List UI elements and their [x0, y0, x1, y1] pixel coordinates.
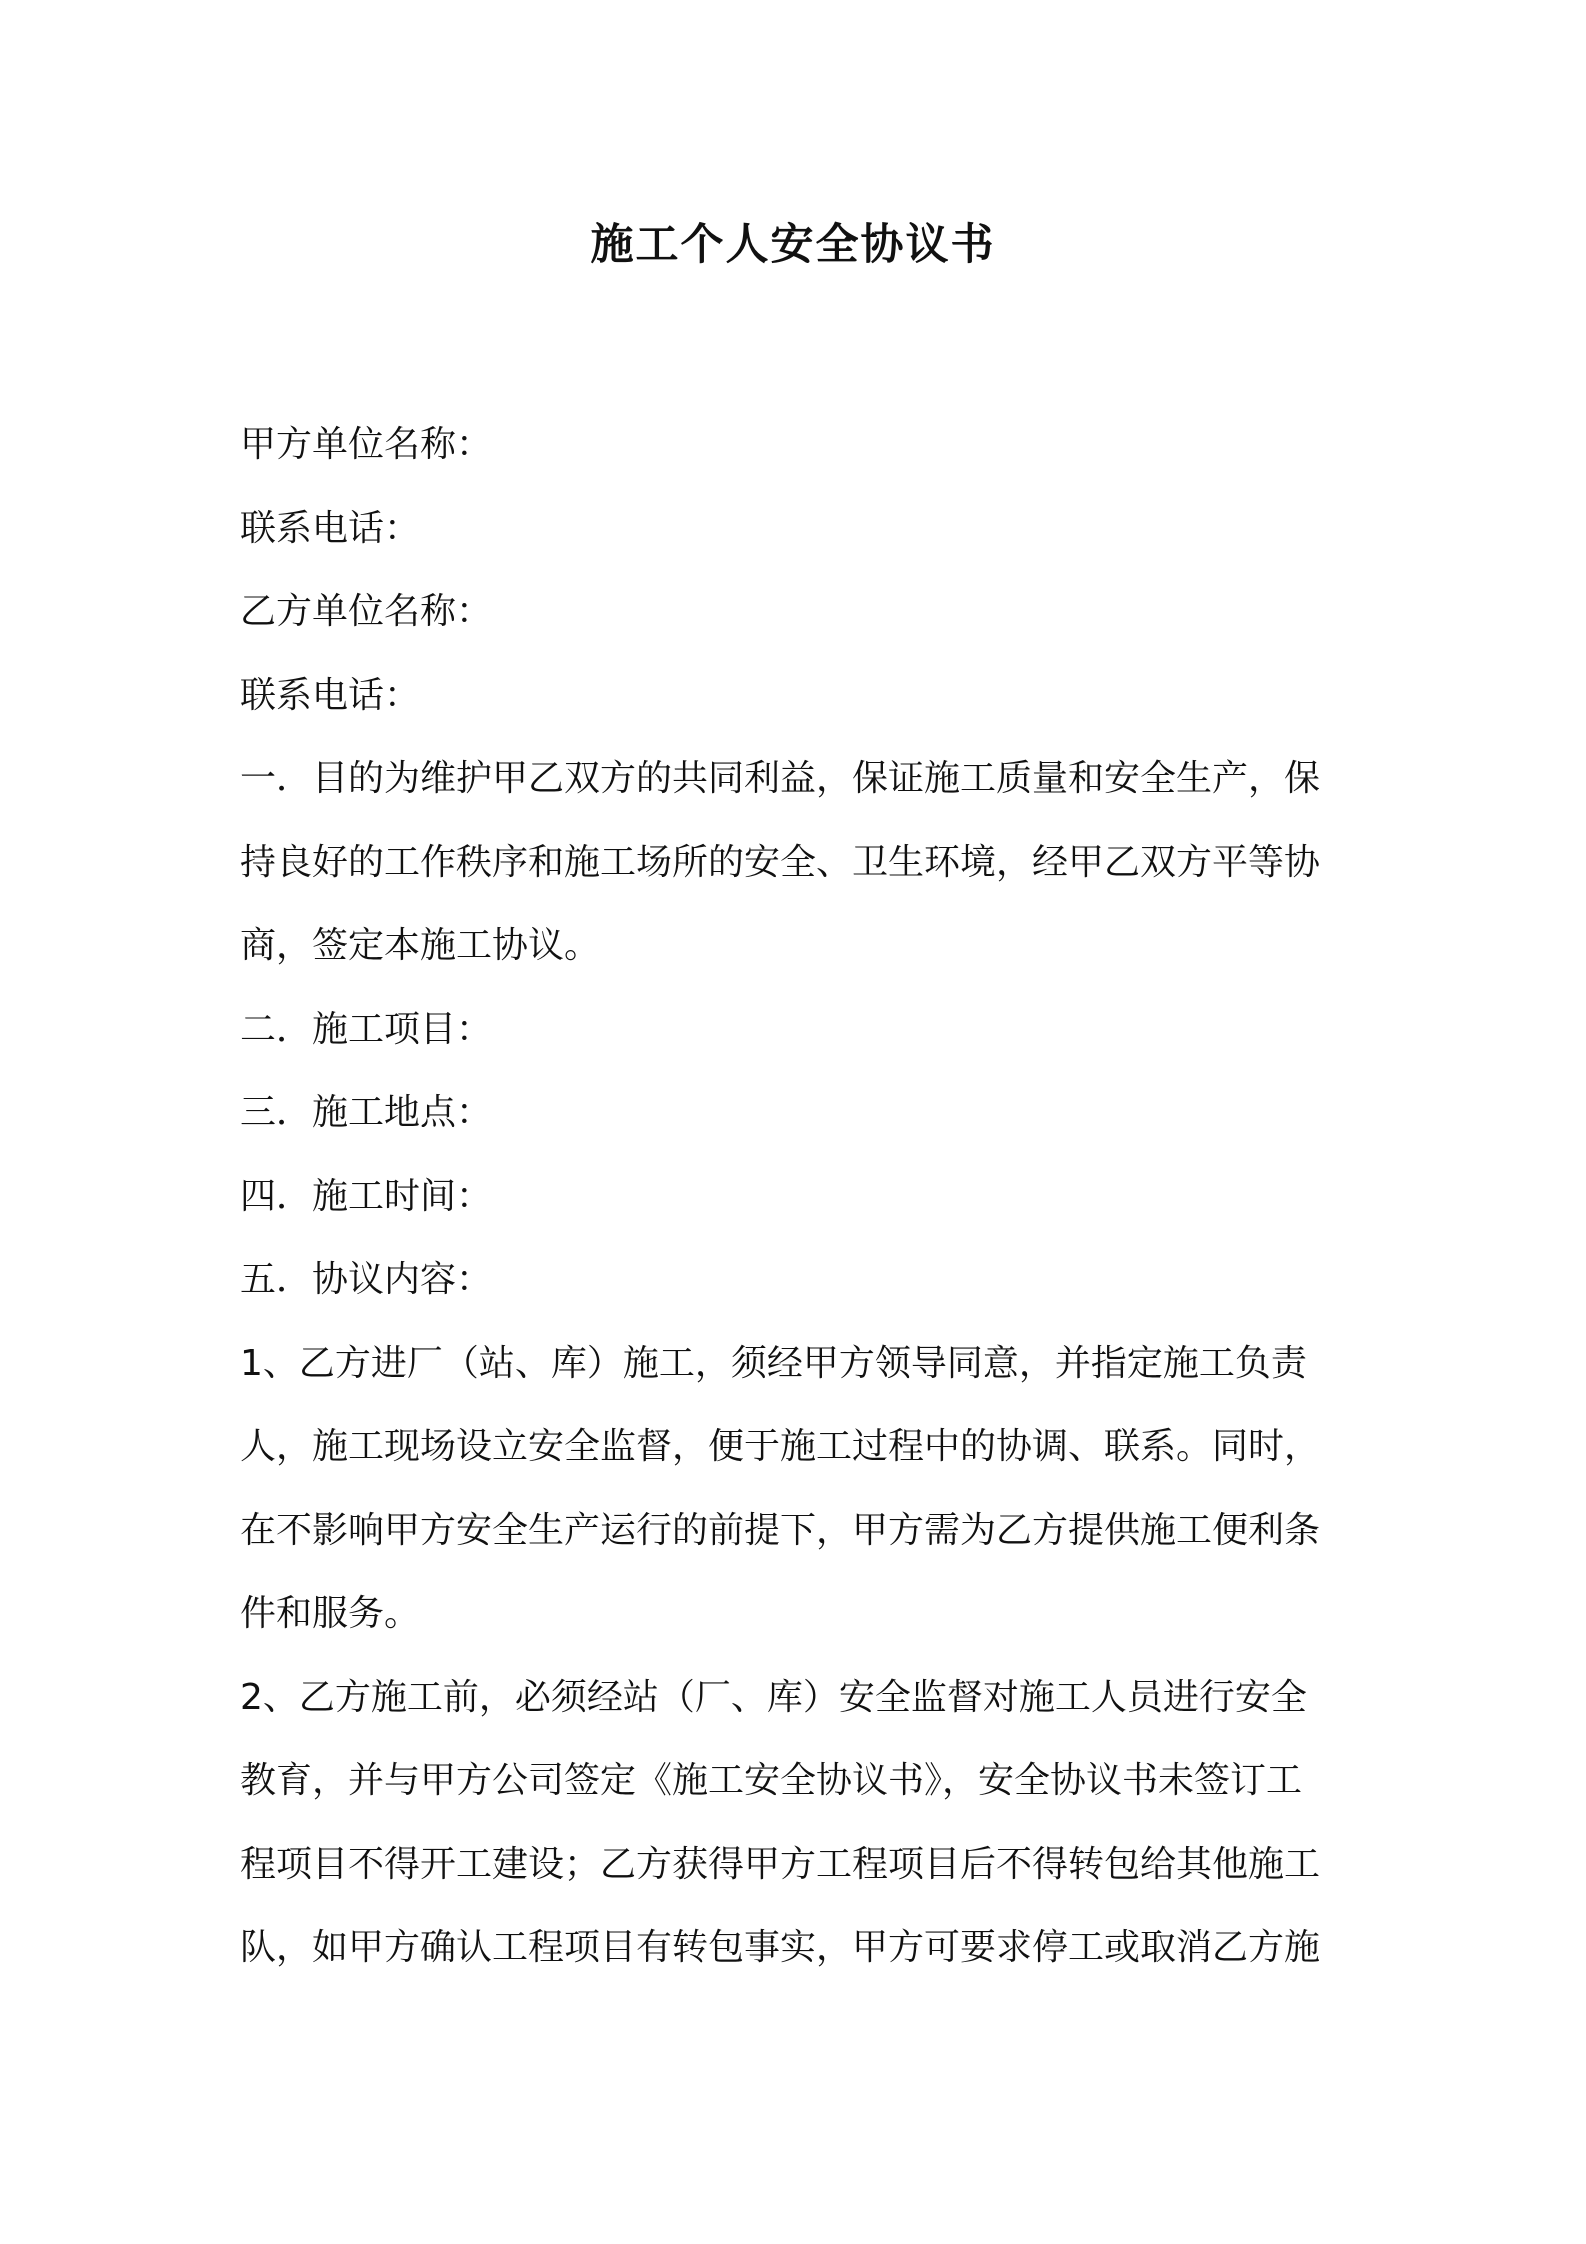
section-2-line: 二．施工项目： — [240, 1008, 493, 1050]
document-body — [240, 403, 1350, 1990]
clause-2-line-4: 队，如甲方确认工程项目有转包事实，甲方可要求停工或取消乙方施 — [240, 1927, 1321, 1968]
section-1-line-1: 一．目的为维护甲乙双方的共同利益，保证施工质量和安全生产，保 — [240, 758, 1321, 799]
clause-2-line-1: 2、乙方施工前，必须经站（厂、库）安全监督对施工人员进行安全 — [240, 1676, 1307, 1718]
party-b-name-line: 乙方单位名称： — [240, 591, 493, 632]
party-a-name-line: 甲方单位名称： — [240, 424, 493, 465]
section-5-line: 五．协议内容： — [240, 1259, 493, 1300]
document-title: 施工个人安全协议书 — [590, 220, 996, 270]
clause-1-line-3: 在不影响甲方安全生产运行的前提下，甲方需为乙方提供施工便利条 — [240, 1509, 1321, 1551]
party-b-phone-line: 联系电话： — [240, 674, 421, 716]
section-4-line: 四．施工时间： — [240, 1175, 493, 1217]
clause-1-line-4: 件和服务。 — [240, 1593, 421, 1634]
clause-2-line-3: 程项目不得开工建设；乙方获得甲方工程项目后不得转包给其他施工 — [240, 1843, 1321, 1885]
section-1-line-2: 持良好的工作秩序和施工场所的安全、卫生环境，经甲乙双方平等协 — [240, 841, 1321, 883]
clause-2-line-2: 教育，并与甲方公司签定《施工安全协议书》，安全协议书未签订工 — [240, 1760, 1303, 1801]
clause-1-line-2: 人，施工现场设立安全监督，便于施工过程中的协调、联系。同时， — [240, 1426, 1321, 1467]
section-1-line-3: 商，签定本施工协议。 — [240, 925, 601, 966]
clause-1-line-1: 1、乙方进厂（站、库）施工，须经甲方领导同意，并指定施工负责 — [240, 1342, 1307, 1384]
section-3-line: 三．施工地点： — [240, 1092, 493, 1133]
party-a-phone-line: 联系电话： — [240, 507, 421, 549]
